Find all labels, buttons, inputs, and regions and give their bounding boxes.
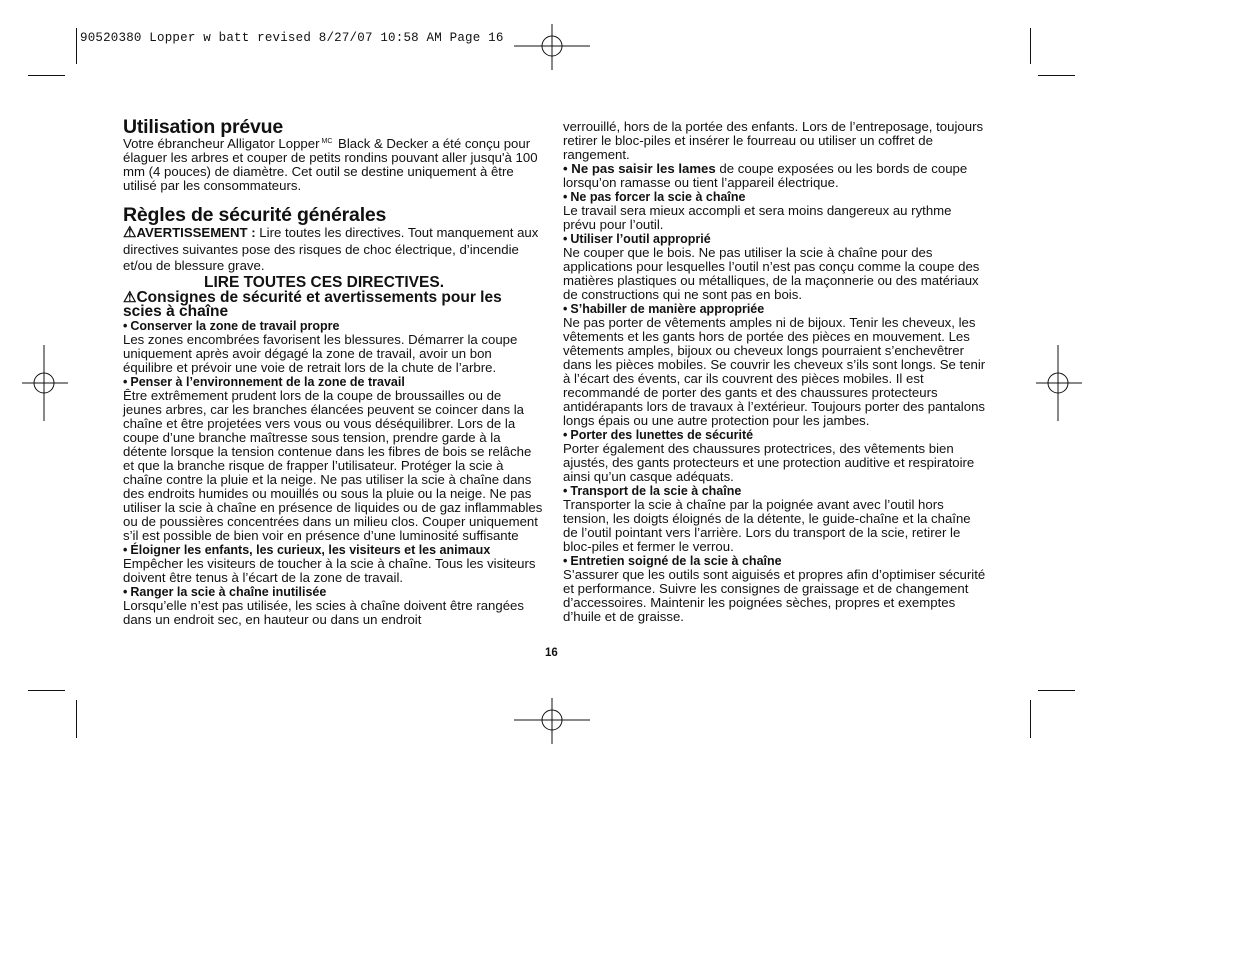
crop-mark	[28, 690, 65, 691]
trademark-mc: MC	[321, 138, 333, 145]
crop-mark	[28, 75, 65, 76]
warning-triangle-icon: ⚠	[123, 224, 137, 241]
section-title: • Utiliser l’outil approprié	[563, 232, 711, 246]
page-number: 16	[545, 647, 558, 659]
right-column	[563, 120, 988, 624]
section-text: Porter également des chaussures protectrices, des vêtements bien ajustés, des gants protecteurs et une protection auditive et respiratoire ainsi qu’un casque adéquats.	[563, 441, 975, 484]
section-text: Être extrêmement prudent lors de la coupe de broussailles ou de jeunes arbres, car les branches élancées peuvent se coincer dans la chaîne et être projetées vers vous ou vous déséquilibrer. Lors de la coupe d’une branche maîtresse sous tension, prendre garde à la détente lorsque la tension contenue dans les fibres de bois se relâche et que la branche risque de frapper l’utilisateur. Protéger la scie à chaîne contre la pluie et la neige. Ne pas utiliser la scie à chaîne dans des endroits humides ou mouillés ou sous la pluie ou la neige. Ne pas utiliser la scie à chaîne en présence de liquides ou de gaz inflammables ou de poussières concentrées dans un milieu clos. Couper uniquement s’il est possible de bien voir en présence d’une luminosité suffisante	[123, 387, 543, 543]
crop-mark	[76, 28, 77, 64]
section-title: • Porter des lunettes de sécurité	[563, 428, 754, 442]
section-text: Les zones encombrées favorisent les blessures. Démarrer la coupe uniquement après avoir dégagé la zone de travail, avoir un bon équilibre et prévoir une voie de retrait lors de la chute de l’arbre.	[123, 331, 518, 375]
crop-mark	[1030, 28, 1031, 64]
section-text: Ne couper que le bois. Ne pas utiliser la scie à chaîne pour des applications pour lesquelles l’outil n’est pas conçu comme la coupe des matières plastiques ou métalliques, de la maçonnerie ou des matériaux de constructions qui ne sont pas en bois.	[563, 245, 980, 302]
section-title: • Entretien soigné de la scie à chaîne	[563, 554, 782, 568]
section-title: • S’habiller de manière appropriée	[563, 302, 765, 316]
registration-mark-left	[22, 345, 68, 421]
left-column	[123, 117, 543, 627]
section-text: S’assurer que les outils sont aiguisés et propres afin d’optimiser sécurité et performance. Suivre les consignes de graissage et de changement d’accessoires. Maintenir les poignées sèches, propres et exemptes d’huile et de graisse.	[563, 567, 986, 624]
section-title: • Transport de la scie à chaîne	[563, 484, 742, 498]
crop-mark	[76, 700, 77, 738]
intro-paragraph: Votre ébrancheur Alligator Lopper $^{MC}$ Black & Decker a été conçu pour élaguer les arbres et couper de petits rondins pouvant aller jusqu'à 100 mm (4 pouces) de diamètre. Cet outil se destine uniquement à être utilisé par les consommateurs.	[123, 136, 538, 193]
crop-mark	[1038, 75, 1075, 76]
registration-mark-top	[514, 24, 590, 70]
read-all-heading: LIRE TOUTES CES DIRECTIVES.	[204, 273, 445, 291]
continued-text: verrouillé, hors de la portée des enfants. Lors de l’entreposage, toujours retirer le bloc-piles et insérer le fourreau ou utiliser un coffret de rangement.	[563, 119, 984, 162]
chainsaw-safety-heading: ⚠Consignes de sécurité et avertissements pour les scies à chaîne	[123, 288, 502, 320]
section-text: Ne pas porter de vêtements amples ni de bijoux. Tenir les cheveux, les vêtements et les gants hors de portée des pièces en mouvement. Les vêtements amples, bijoux ou cheveux longs pourraient s’enchevêtrer dans les pièces mobiles. Se couvrir les cheveux s’ils sont longs. Se tenir à l’écart des évents, car ils couvrent des pièces mobiles. Il est recommandé de porter des gants et des chaussures protecteurs antidérapants lors de travaux à l’extérieur. Toujours porter des pantalons longs épais ou une autre protection pour les jambes.	[563, 315, 986, 428]
section-text: Empêcher les visiteurs de toucher à la scie à chaîne. Tous les visiteurs doivent être tenus à l’écart de la zone de travail.	[123, 555, 536, 585]
print-slug: 90520380 Lopper w batt revised 8/27/07 10:58 AM Page 16	[80, 31, 504, 45]
warning-triangle-icon: ⚠	[123, 288, 137, 306]
section-title: • Éloigner les enfants, les curieux, les visiteurs et les animaux	[123, 542, 491, 557]
registration-mark-right	[1036, 345, 1082, 421]
heading-intended-use: Utilisation prévue	[123, 116, 284, 138]
section-title: • Penser à l’environnement de la zone de travail	[123, 374, 405, 389]
crop-mark	[1030, 700, 1031, 738]
crop-mark	[1038, 690, 1075, 691]
section-text: Transporter la scie à chaîne par la poignée avant avec l’outil hors tension, les doigts éloignés de la détente, le guide-chaîne et la chaîne de l’outil pointant vers l’arrière. Lors du transport de la scie, retirer le bloc-piles et fermer le verrou.	[563, 497, 971, 554]
warning-paragraph: ⚠AVERTISSEMENT : Lire toutes les directives. Tout manquement aux directives suivantes pose des risques de choc électrique, d’incendie et/ou de blessure grave.	[123, 224, 539, 273]
section-title: • Ne pas forcer la scie à chaîne	[563, 190, 746, 204]
section-text: Lorsqu’elle n’est pas utilisée, les scies à chaîne doivent être rangées dans un endroit sec, en hauteur ou dans un endroit	[123, 597, 524, 627]
registration-mark-bottom	[514, 698, 590, 744]
section-text: • Ne pas saisir les lames de coupe exposées ou les bords de coupe lorsqu’on ramasse ou tient l’appareil électrique.	[563, 161, 968, 190]
section-title: • Conserver la zone de travail propre	[123, 318, 340, 333]
section-title: • Ranger la scie à chaîne inutilisée	[123, 584, 327, 599]
heading-general-safety: Règles de sécurité générales	[123, 204, 387, 226]
section-text: Le travail sera mieux accompli et sera moins dangereux au rythme prévu pour l’outil.	[563, 203, 952, 232]
